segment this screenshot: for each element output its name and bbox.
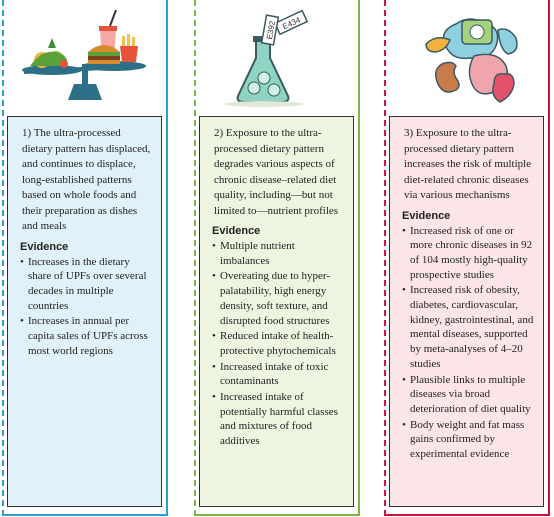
panel-2-evidence-list xyxy=(212,239,346,449)
list-item: • Body weight and fat mass gains confirmed by experimental evidence xyxy=(402,418,536,462)
additive-label-1: E434 xyxy=(281,15,302,32)
panel-1-card xyxy=(7,116,162,507)
list-item: • Increased risk of one or more chronic diseases in 92 of 104 mostly high-quality prospective studies xyxy=(402,224,536,283)
list-item: • Increases in the dietary share of UPFs over several decades in multiple countries xyxy=(20,255,154,314)
panel-3-statement: 3) Exposure to the ultra-processed dietary pattern increases the risk of multiple diet-related chronic diseases via various mechanisms xyxy=(404,127,532,201)
list-item: • Overeating due to hyper-palatability, high energy density, soft texture, and disrupted food structures xyxy=(212,269,346,328)
list-item: • Increased intake of potentially harmful classes and mixtures of food additives xyxy=(212,390,346,449)
panel-1-evidence-heading: Evidence xyxy=(20,240,69,253)
list-item: • Increased intake of toxic contaminants xyxy=(212,360,346,389)
panel-2-evidence-heading: Evidence xyxy=(212,225,261,237)
panel-3-evidence-heading: Evidence xyxy=(402,209,451,222)
panel-2-card xyxy=(199,116,354,507)
panel-1-evidence-list xyxy=(20,255,154,359)
list-item: • Increases in annual per capita sales of UPFs across most world regions xyxy=(20,314,154,358)
panel-1-statement: 1) The ultra-processed dietary pattern has displaced, and continues to displace, long-established patterns based on whole foods and their preparation as dishes and meals xyxy=(22,127,151,232)
panel-1 xyxy=(0,0,170,516)
list-item: • Plausible links to multiple diseases via broad deterioration of diet quality xyxy=(402,373,536,417)
lab-flask-additives-icon xyxy=(196,0,358,110)
additive-label-2: E392 xyxy=(264,20,278,41)
list-item: • Increased risk of obesity, diabetes, cardiovascular, kidney, gastrointestinal, and mental diseases, supported by meta-analyses of 4–20 studies xyxy=(402,283,536,371)
panel-3-card xyxy=(389,116,544,507)
organs-cluster-icon xyxy=(386,0,548,110)
list-item: • Multiple nutrient imbalances xyxy=(212,239,346,268)
food-on-scale-icon xyxy=(4,0,166,110)
panel-2-statement: 2) Exposure to the ultra-processed dietary pattern degrades various aspects of chronic disease–related diet quality, including—but not limited to—nutrient profiles xyxy=(214,127,339,217)
panel-3 xyxy=(382,0,552,516)
panel-2 xyxy=(192,0,362,516)
list-item: • Reduced intake of health-protective phytochemicals xyxy=(212,329,346,358)
panel-3-evidence-list xyxy=(402,224,536,462)
